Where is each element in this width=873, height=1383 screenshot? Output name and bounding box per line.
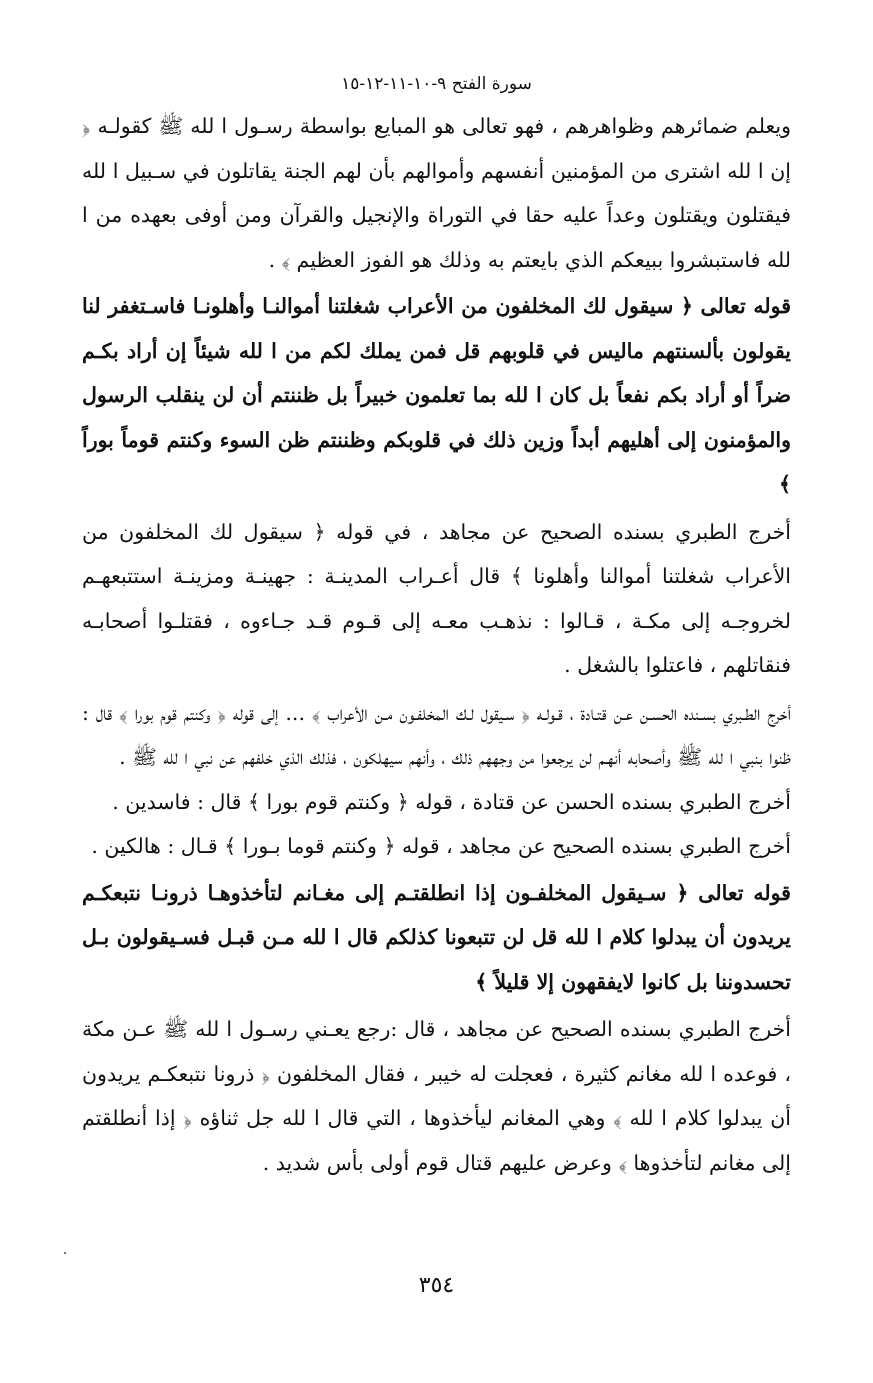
scan-speck (64, 1252, 66, 1254)
paragraph-4: أخرج الطبري بسنده الحسن عن قتادة ، قوله ﴿ وكنتم قوم بورا ﴾ قال : فاسدين . (112, 789, 791, 814)
paragraph-2: أخرج الطبري بسنده الصحيح عن مجاهد ، في قوله ﴿ سيقول لك المخلفون من الأعراب شغلتنا أموالنا وأهلونا ﴾ قال أعـراب المدينـة : جهينـة ومزينـة استتبعهـم لخروجـه إلى مكـة ، قـالوا : نذهـب معـه إلى قـوم قـد جـاءوه ، فقتلـوا أصحابـه فنقاتلهم ، فاعتلوا بالشغل . (82, 519, 791, 677)
paragraph-1: ويعلم ضمائرهم وظواهرهم ، فهو تعالى هو المبايع بواسطة رسـول ا لله ﷺ كقولـه ﴿ إن ا لله اشترى من المؤمنين أنفسهم وأموالهم بأن لهم الجنة يقاتلون في سـبيل ا لله فيقتلون ويقتلون وعداً عليه حقا في التوراة والإنجيل والقرآن ومن أوفى بعهده من ا لله فاستبشروا ببيعكم الذي بايعتم به وذلك هو الفوز العظيم ﴾ . (82, 114, 791, 272)
page-number: ٣٥٤ (418, 1273, 455, 1298)
paragraph-6: أخرج الطبري بسنده الصحيح عن مجاهد ، قال :رجع يعـني رسـول ا لله ﷺ عـن مكة ، فوعده ا لله مغانم كثيرة ، فعجلت له خيبر ، فقال المخلفون ﴿ ذرونا نتبعكـم يريدون أن يبدلوا كلام ا لله ﴾ وهي المغانم ليأخذوها ، التي قال ا لله جل ثناؤه ﴿ إذا أنطلقتم إلى مغانم لتأخذوها ﴾ وعرض عليهم قتال قوم أولى بأس شديد . (82, 1017, 791, 1175)
paragraph-3: أخرج الطـبري بسـنده الحسـن عـن قتـادة ، قـولـه ﴿ سـيقول لـك المخلفـون مـن الأعراب ﴾ ... إلى قوله ﴿ وكنتم قوم بورا ﴾ قال : ظنوا بنبي ا لله ﷺ وأصحابه أنهـم لن يرجعوا من وجههم ذلك ، وأنهم سيهلكون ، فذلك الذي خلفهم عن نبي ا لله ﷺ . (82, 700, 791, 769)
running-header: سورة الفتح ٩-١٠-١١-١٢-١٥ (341, 74, 532, 94)
paragraph-5: أخرج الطبري بسنده الصحيح عن مجاهد ، قوله ﴿ وكنتم قوما بـورا ﴾ قـال : هالكين . (91, 834, 791, 858)
verse-heading-2: قوله تعالى ﴿ سـيقول المخلفـون إذا انطلقتـم إلى مغـانم لتأخذوهـا ذرونـا نتبعكـم يريدون أن يبدلوا كلام ا لله قل لن تتبعونا كذلكم قال ا لله مـن قبـل فسـيقولون بـل تحسدوننا بل كانوا لايفقهون إلا قليلاً ﴾ (82, 880, 791, 994)
verse-heading-1: قوله تعالى ﴿ سيقول لك المخلفون من الأعراب شغلتنا أموالنـا وأهلونـا فاسـتغفر لنا يقولون بألسنتهم ماليس في قلوبهم قل فمن يملك لكم من ا لله شيئاً إن أراد بكـم ضراً أو أراد بكم نفعاً بل كان ا لله بما تعلمون خبيراً بل ظننتم أن لن ينقلب الرسول والمؤمنون إلى أهليهم أبداً وزين ذلك في قلوبكم وظننتم ظن السوء وكنتم قوماً بوراً ﴾ (82, 294, 791, 496)
